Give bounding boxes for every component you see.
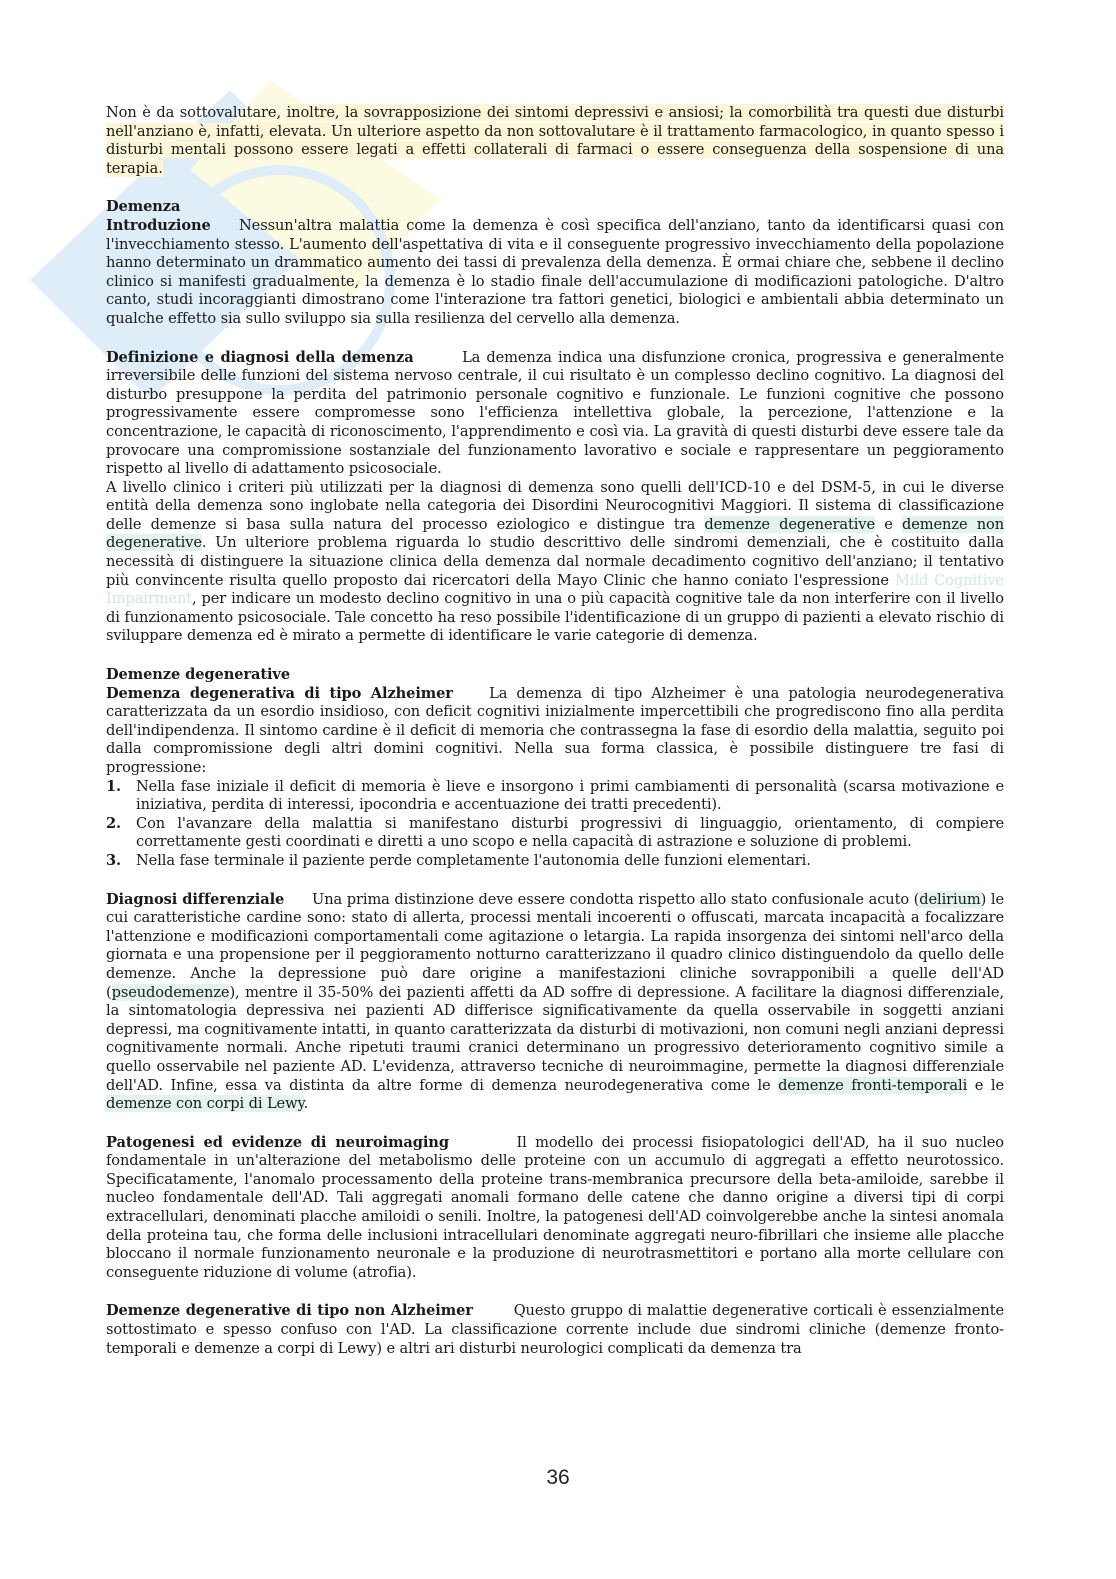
- list-number: 1.: [106, 777, 122, 795]
- heading-diagnosi-differenziale: Diagnosi differenziale: [106, 890, 285, 908]
- list-item: 3. Nella fase terminale il paziente perde completamente l'autonomia delle funzioni elementari.: [106, 851, 811, 869]
- page-content: [106, 104, 1004, 1358]
- list-number: 3.: [106, 851, 122, 869]
- paragraph-diagnosi-differenziale: Diagnosi differenziale Una prima distinzione deve essere condotta rispetto allo stato confusionale acuto (delirium) le cui caratteristiche cardine sono: stato di allerta, processi mentali incoerenti o offuscati, marcata incapacità a focalizzare l'attenzione e modificazioni comportamentali come agitazione o letargia. La rapida insorgenza dei sintomi nell'arco della giornata e una propensione per il peggioramento notturno caratterizzano il quadro clinico distinguendolo da quello delle demenze. Anche la depressione può dare origine a manifestazioni cliniche sovrapponibili a quelle dell'AD (pseudodemenze), mentre il 35-50% dei pazienti affetti da AD soffre di depressione. A facilitare la diagnosi differenziale, la sintomatologia depressiva nei pazienti AD differisce significativamente da quella osservabile in soggetti anziani depressi, ma cognitivamente intatti, in quanto caratterizzata da disturbi di motivazioni, non comuni negli anziani depressi cognitivamente normali. Anche ripetuti traumi cranici determinano un progressivo deterioramento cognitivo simile a quello osservabile nel paziente AD. L'evidenza, attraverso tecniche di neuroimmagine, permette la diagnosi differenziale dell'AD. Infine, essa va distinta da altre forme di demenza neurodegenerativa come le demenze fronti-temporali e le demenze con corpi di Lewy.: [106, 890, 1004, 1113]
- heading-introduzione: Introduzione: [106, 216, 211, 234]
- section-title-demenza: Demenza: [106, 198, 181, 216]
- heading-alzheimer: Demenza degenerativa di tipo Alzheimer: [106, 684, 453, 702]
- faint-mild-cognitive-impairment: Mild Cognitive Impairment: [106, 571, 1004, 608]
- section-title-demenze-degenerative: Demenze degenerative: [106, 666, 290, 684]
- paragraph-criteri: A livello clinico i criteri più utilizzati per la diagnosi di demenza sono quelli dell'ICD-10 e del DSM-5, in cui le diverse entità della demenza sono inglobate nella categoria dei Disordini Neurocognitivi Maggiori. Il sistema di classificazione delle demenze si basa sulla natura del processo eziologico e distingue tra demenze degenerative e demenze non degenerative. Un ulteriore problema riguarda lo studio descrittivo delle sindromi demenziali, che è costituito dalla necessità di distinguere la situazione clinica della demenza dal normale decadimento cognitivo dell'anziano; il tentativo più convincente risulta quello proposto dai ricercatori della Mayo Clinic che hanno coniato l'espressione Mild Cognitive Impairment, per indicare un modesto declino cognitivo in una o più capacità cognitive tale da non interferire con il livello di funzionamento psicosociale. Tale concetto ha reso possibile l'identificazione di un gruppo di pazienti a elevato rischio di sviluppare demenza ed è mirato a permette di identificare le varie categorie di demenza.: [106, 478, 1004, 645]
- phases-list: [106, 778, 1004, 871]
- highlight-demenze-fronti-temporali: demenze fronti-temporali: [778, 1076, 968, 1094]
- highlight-yellow: inoltre, la sovrapposizione dei sintomi depressivi e ansiosi; la comorbilità tra questi due disturbi nell'anziano è, infatti, elevata. Un ulteriore aspetto da non sottovalutare è il trattamento farmacologico, in quanto spesso i disturbi mentali possono essere legati a effetti collaterali di farmaci o essere conseguenza della sospensione di una terapia.: [106, 104, 1004, 177]
- highlight-delirium: delirium: [919, 890, 981, 908]
- page-number: 36: [546, 1466, 570, 1489]
- highlight-demenze-non-degenerative: demenze non degenerative: [106, 515, 1004, 552]
- intro-paragraph: Non è da sottovalutare, inoltre, la sovrapposizione dei sintomi depressivi e ansiosi; la comorbilità tra questi due disturbi nell'anziano è, infatti, elevata. Un ulteriore aspetto da non sottovalutare è il trattamento farmacologico, in quanto spesso i disturbi mentali possono essere legati a effetti collaterali di farmaci o essere conseguenza della sospensione di una terapia.: [106, 104, 1004, 177]
- highlight-demenze-corpi-lewy: demenze con corpi di Lewy: [106, 1095, 304, 1113]
- paragraph-non-alzheimer: Demenze degenerative di tipo non Alzheimer Questo gruppo di malattie degenerative corticali è essenzialmente sottostimato e spesso confuso con l'AD. La classificazione corrente include due sindromi cliniche (demenze fronto-temporali e demenze a corpi di Lewy) e altri ari disturbi neurologici complicati da demenza tra: [106, 1302, 1005, 1357]
- highlight-demenze-degenerative: demenze degenerative: [704, 515, 875, 533]
- paragraph-introduzione: Introduzione Nessun'altra malattia come la demenza è così specifica dell'anziano, tanto da identificarsi quasi con l'invecchiamento stesso. L'aumento dell'aspettativa di vita e il conseguente progressivo invecchiamento della popolazione hanno determinato un drammatico aumento dei tassi di prevalenza della demenza. È ormai chiare che, sebbene il declino clinico si manifesti gradualmente, la demenza è lo stadio finale dell'accumulazione di modificazioni patologiche. D'altro canto, studi incoraggianti dimostrano come l'interazione tra fattori genetici, biologici e ambientali abbia determinato un qualche effetto sia sullo sviluppo sia sulla resilienza del cervello alla demenza.: [106, 216, 1005, 327]
- list-item: 1. Nella fase iniziale il deficit di memoria è lieve e insorgono i primi cambiamenti di personalità (scarsa motivazione e iniziativa, perdita di interessi, ipocondria e accentuazione dei tratti precedenti).: [106, 777, 1004, 814]
- heading-patogenesi: Patogenesi ed evidenze di neuroimaging: [106, 1133, 449, 1151]
- heading-definizione: Definizione e diagnosi della demenza: [106, 348, 414, 366]
- list-item: 2. Con l'avanzare della malattia si manifestano disturbi progressivi di linguaggio, orientamento, di compiere correttamente gesti coordinati e diretti a uno scopo e nella capacità di astrazione e soluzione di problemi.: [106, 814, 1004, 851]
- list-number: 2.: [106, 814, 122, 832]
- highlight-pseudodemenze: pseudodemenze: [111, 983, 230, 1001]
- paragraph-patogenesi: Patogenesi ed evidenze di neuroimaging Il modello dei processi fisiopatologici dell'AD, ha il suo nucleo fondamentale in un'alterazione del metabolismo delle proteine con un accumulo di aggregati a effetto neurotossico. Specificatamente, l'anomalo processamento della proteine trans-membranica precursore della beta-amiloide, sarebbe il nucleo fondamentale dell'AD. Tali aggregati anomali formano delle catene che danno origine a diversi tipi di corpi extracellulari, denominati placche amiloidi o senili. Inoltre, la patogenesi dell'AD coinvolgerebbe anche la sintesi anomala della proteina tau, che forma delle inclusioni intracellulari denominate aggregati neuro-fibrillari che insieme alle placche bloccano il normale funzionamento neuronale e la produzione di neurotrasmettitori e portano alla morte cellulare con conseguente riduzione di volume (atrofia).: [106, 1133, 1004, 1281]
- paragraph-alzheimer: Demenza degenerativa di tipo Alzheimer La demenza di tipo Alzheimer è una patologia neurodegenerativa caratterizzata da un esordio insidioso, con deficit cognitivi inizialmente impercettibili che progrediscono fino alla perdita dell'indipendenza. Il sintomo cardine è il deficit di memoria che contrassegna la fase di esordio della malattia, seguito poi dalla compromissione degli altri domini cognitivi. Nella sua forma classica, è possibile distinguere tre fasi di progressione:: [106, 684, 1005, 776]
- heading-non-alzheimer: Demenze degenerative di tipo non Alzheimer: [106, 1302, 473, 1320]
- paragraph-definizione: Definizione e diagnosi della demenza La demenza indica una disfunzione cronica, progressiva e generalmente irreversibile delle funzioni del sistema nervoso centrale, il cui risultato è un complesso declino cognitivo. La diagnosi del disturbo presuppone la perdita del patrimonio personale cognitivo e funzionale. Le funzioni cognitive che possono progressivamente essere compromesse sono l'efficienza intellettiva globale, la percezione, l'attenzione e la concentrazione, le capacità di riconoscimento, l'apprendimento e così via. La gravità di questi disturbi deve essere tale da provocare una compromissione sostanziale del funzionamento lavorativo e sociale e rappresentare un peggioramento rispetto al livello di adattamento psicosociale.: [106, 348, 1004, 478]
